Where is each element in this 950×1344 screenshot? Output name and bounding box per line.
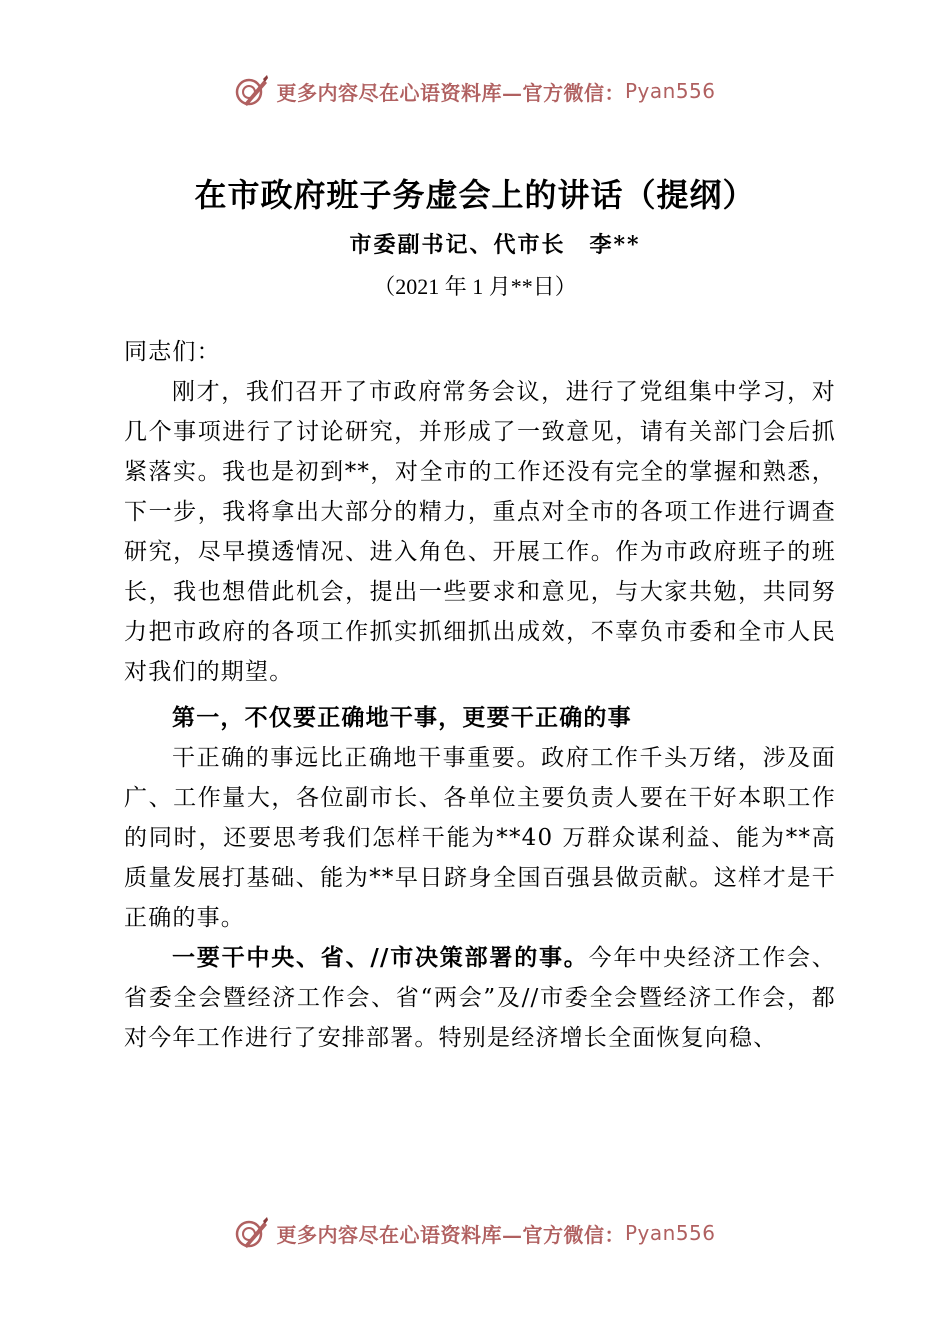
paragraph-intro: 刚才，我们召开了市政府常务会议，进行了党组集中学习，对几个事项进行了讨论研究，并形成了一致意见，请有关部门会后抓紧落实。我也是初到**，对全市的工作还没有完全的掌握和熟悉，下一步，我将拿出大部分的精力，重点对全市的各项工作进行调查研究，尽早摸透情况、进入角色、开展工作。作为市政府班子的班长，我也想借此机会，提出一些要求和意见，与大家共勉，共同努力把市政府的各项工作抓实抓细抓出成效，不辜负市委和全市人民对我们的期望。 xyxy=(124,379,836,685)
point-1-lead: 一要干中央、省、//市决策部署的事。 xyxy=(172,944,589,971)
paragraph-point-1 xyxy=(124,938,836,1058)
watermark-wechat-id: Pyan556 xyxy=(624,1221,716,1245)
pen-logo-icon xyxy=(234,74,268,108)
section-heading-1: 第一，不仅要正确地干事，更要干正确的事 xyxy=(172,705,632,731)
document-body xyxy=(124,332,836,1058)
watermark-wechat-id: Pyan556 xyxy=(624,79,716,103)
watermark-header xyxy=(0,74,950,108)
greeting: 同志们： xyxy=(124,339,221,365)
watermark-text: 更多内容尽在心语资料库—官方微信： xyxy=(276,1222,625,1247)
document-title: 在市政府班子务虚会上的讲话（提纲） xyxy=(194,176,756,214)
paragraph-section-1: 干正确的事远比正确地干事重要。政府工作千头万绪，涉及面广、工作量大，各位副市长、各单位主要负责人要在干好本职工作的同时，还要思考我们怎样干能为**40 万群众谋利益、能为**高质量发展打基础、能为**早日跻身全国百强县做贡献。这样才是干正确的事。 xyxy=(124,745,836,931)
watermark-text: 更多内容尽在心语资料库—官方微信： xyxy=(276,80,625,105)
pen-logo-icon xyxy=(234,1216,268,1250)
document-date: （2021 年 1 月**日） xyxy=(373,274,577,299)
point-1-body: 今年中央经济工作会、省委全会暨经济工作会、省“两会”及//市委全会暨经济工作会，都对今年工作进行了安排部署。特别是经济增长全面恢复向稳、 xyxy=(124,945,837,1051)
watermark-footer xyxy=(0,1216,950,1250)
document-author: 市委副书记、代市长 李** xyxy=(349,232,641,258)
